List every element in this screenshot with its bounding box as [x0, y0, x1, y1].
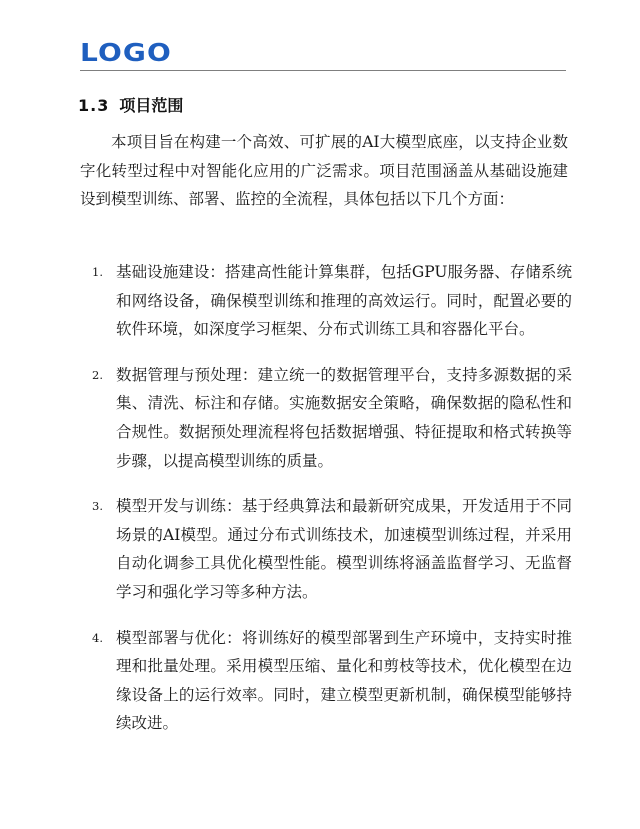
list-item-number: 1.: [92, 265, 103, 279]
section-heading: [78, 96, 183, 116]
list-item-text: 模型部署与优化：将训练好的模型部署到生产环境中，支持实时推理和批量处理。采用模型压缩、量化和剪枝等技术，优化模型在边缘设备上的运行效率。同时，建立模型更新机制，确保模型能够持续改进。: [116, 628, 572, 733]
list-item: [92, 624, 572, 738]
list-item: [92, 258, 572, 344]
list-item-text: 模型开发与训练：基于经典算法和最新研究成果，开发适用于不同场景的AI模型。通过分布式训练技术，加速模型训练过程，并采用自动化调参工具优化模型性能。模型训练将涵盖监督学习、无监督学习和强化学习等多种方法。: [116, 497, 572, 601]
list-item-number: 3.: [92, 499, 103, 514]
page-header: [80, 38, 566, 71]
list-item-text: 数据管理与预处理：建立统一的数据管理平台，支持多源数据的采集、清洗、标注和存储。实施数据安全策略，确保数据的隐私性和合规性。数据预处理流程将包括数据增强、特征提取和格式转换等步骤，以提高模型训练的质量。: [116, 365, 572, 470]
logo: LOGO: [80, 38, 172, 67]
list-item: [92, 492, 572, 606]
list-item-text: 基础设施建设：搭建高性能计算集群，包括GPU服务器、存储系统和网络设备，确保模型训练和推理的高效运行。同时，配置必要的软件环境，如深度学习框架、分布式训练工具和容器化平台。: [116, 263, 572, 339]
list-item: [92, 361, 572, 475]
list-item-number: 4.: [92, 630, 103, 645]
list-item-number: 2.: [92, 367, 103, 382]
section-number: 1.3: [78, 96, 110, 115]
intro-paragraph: 本项目旨在构建一个高效、可扩展的AI大模型底座，以支持企业数字化转型过程中对智能化应用的广泛需求。项目范围涵盖从基础设施建设到模型训练、部署、监控的全流程，具体包括以下几个方面：: [80, 133, 568, 209]
scope-list: [92, 258, 572, 755]
section-title: 项目范围: [119, 96, 184, 115]
